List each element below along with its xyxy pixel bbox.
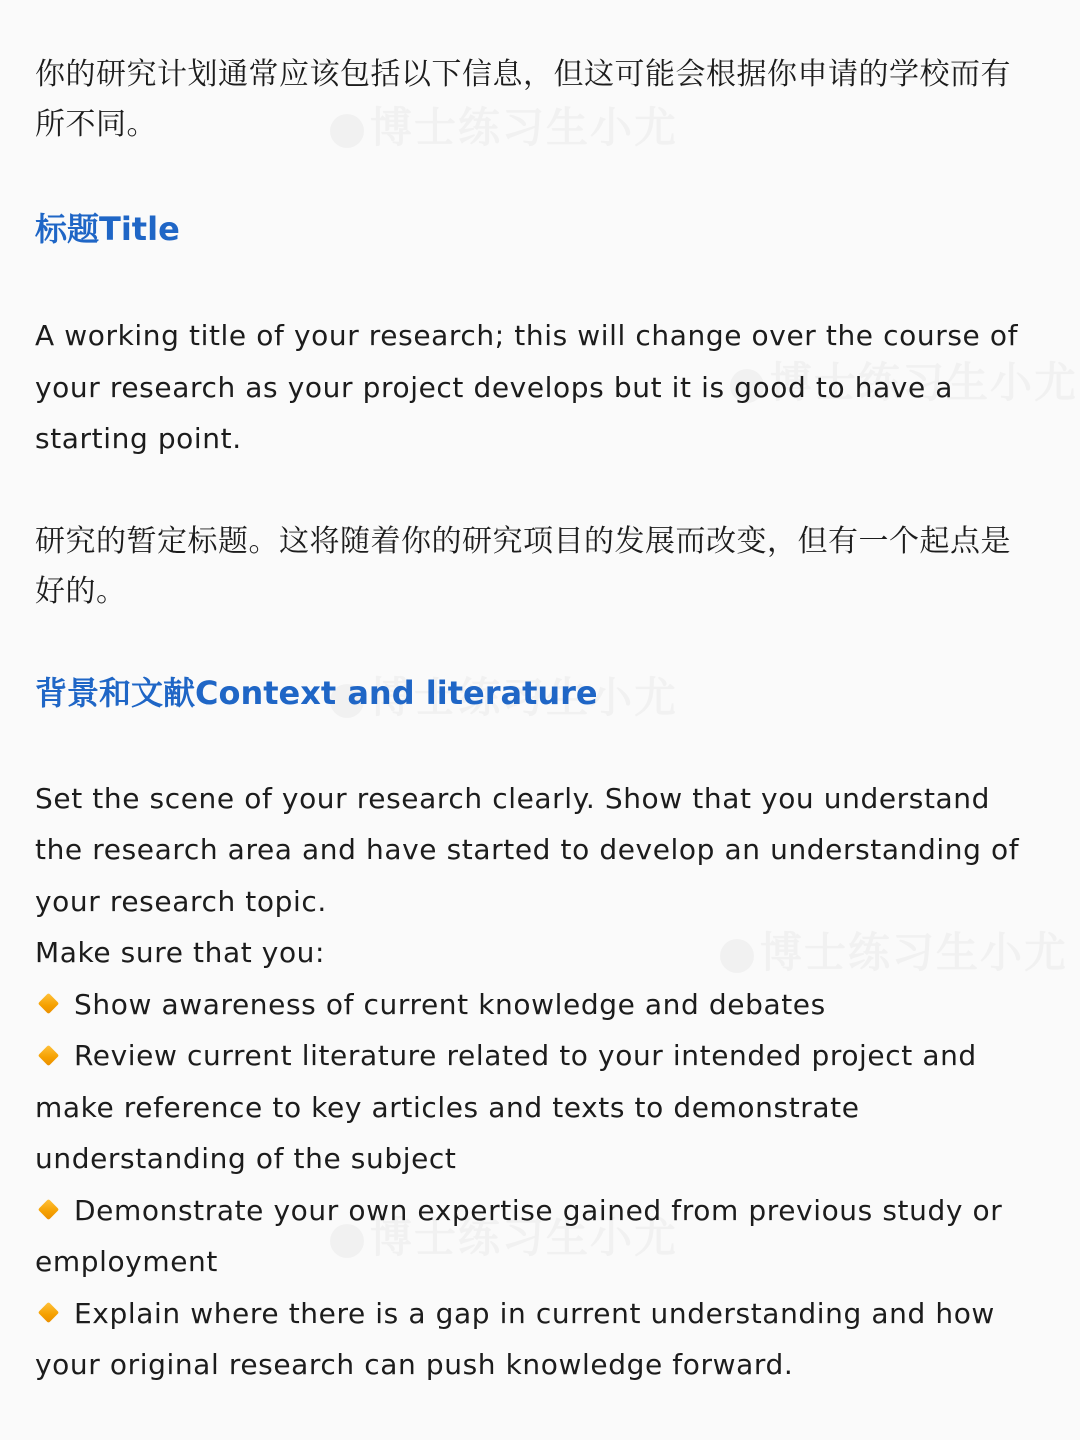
list-item: Show awareness of current knowledge and debates xyxy=(35,979,1035,1031)
list-item: Demonstrate your own expertise gained from previous study or employment xyxy=(35,1193,1003,1278)
intro-paragraph: 你的研究计划通常应该包括以下信息，但这可能会根据你申请的学校而有所不同。 xyxy=(35,57,1011,142)
orange-diamond-icon xyxy=(38,993,59,1014)
list-item: Explain where there is a gap in current understanding and how your original research can push knowledge forward. xyxy=(35,1296,995,1381)
list-item: Review current literature related to your intended project and make reference to key articles and texts to demonstrate understanding of the subject xyxy=(35,1039,977,1175)
orange-diamond-icon xyxy=(38,1044,59,1065)
title-description-en: A working title of your research; this will change over the course of your research as your project develops but it is good to have a starting point. xyxy=(35,319,1019,455)
context-description-en: Set the scene of your research clearly. Show that you understand the research area and have started to develop an understanding of your research topic. xyxy=(35,781,1020,918)
article-body xyxy=(35,50,1035,1391)
make-sure-label: Make sure that you: xyxy=(35,936,326,969)
section-heading-title: 标题Title xyxy=(35,210,180,248)
orange-diamond-icon xyxy=(38,1199,59,1220)
section-heading-context: 背景和文献Context and literature xyxy=(35,673,598,712)
bullet-list xyxy=(35,979,1035,1391)
orange-diamond-icon xyxy=(38,1302,59,1323)
title-description-cn: 研究的暂定标题。这将随着你的研究项目的发展而改变，但有一个起点是好的。 xyxy=(35,523,1011,609)
